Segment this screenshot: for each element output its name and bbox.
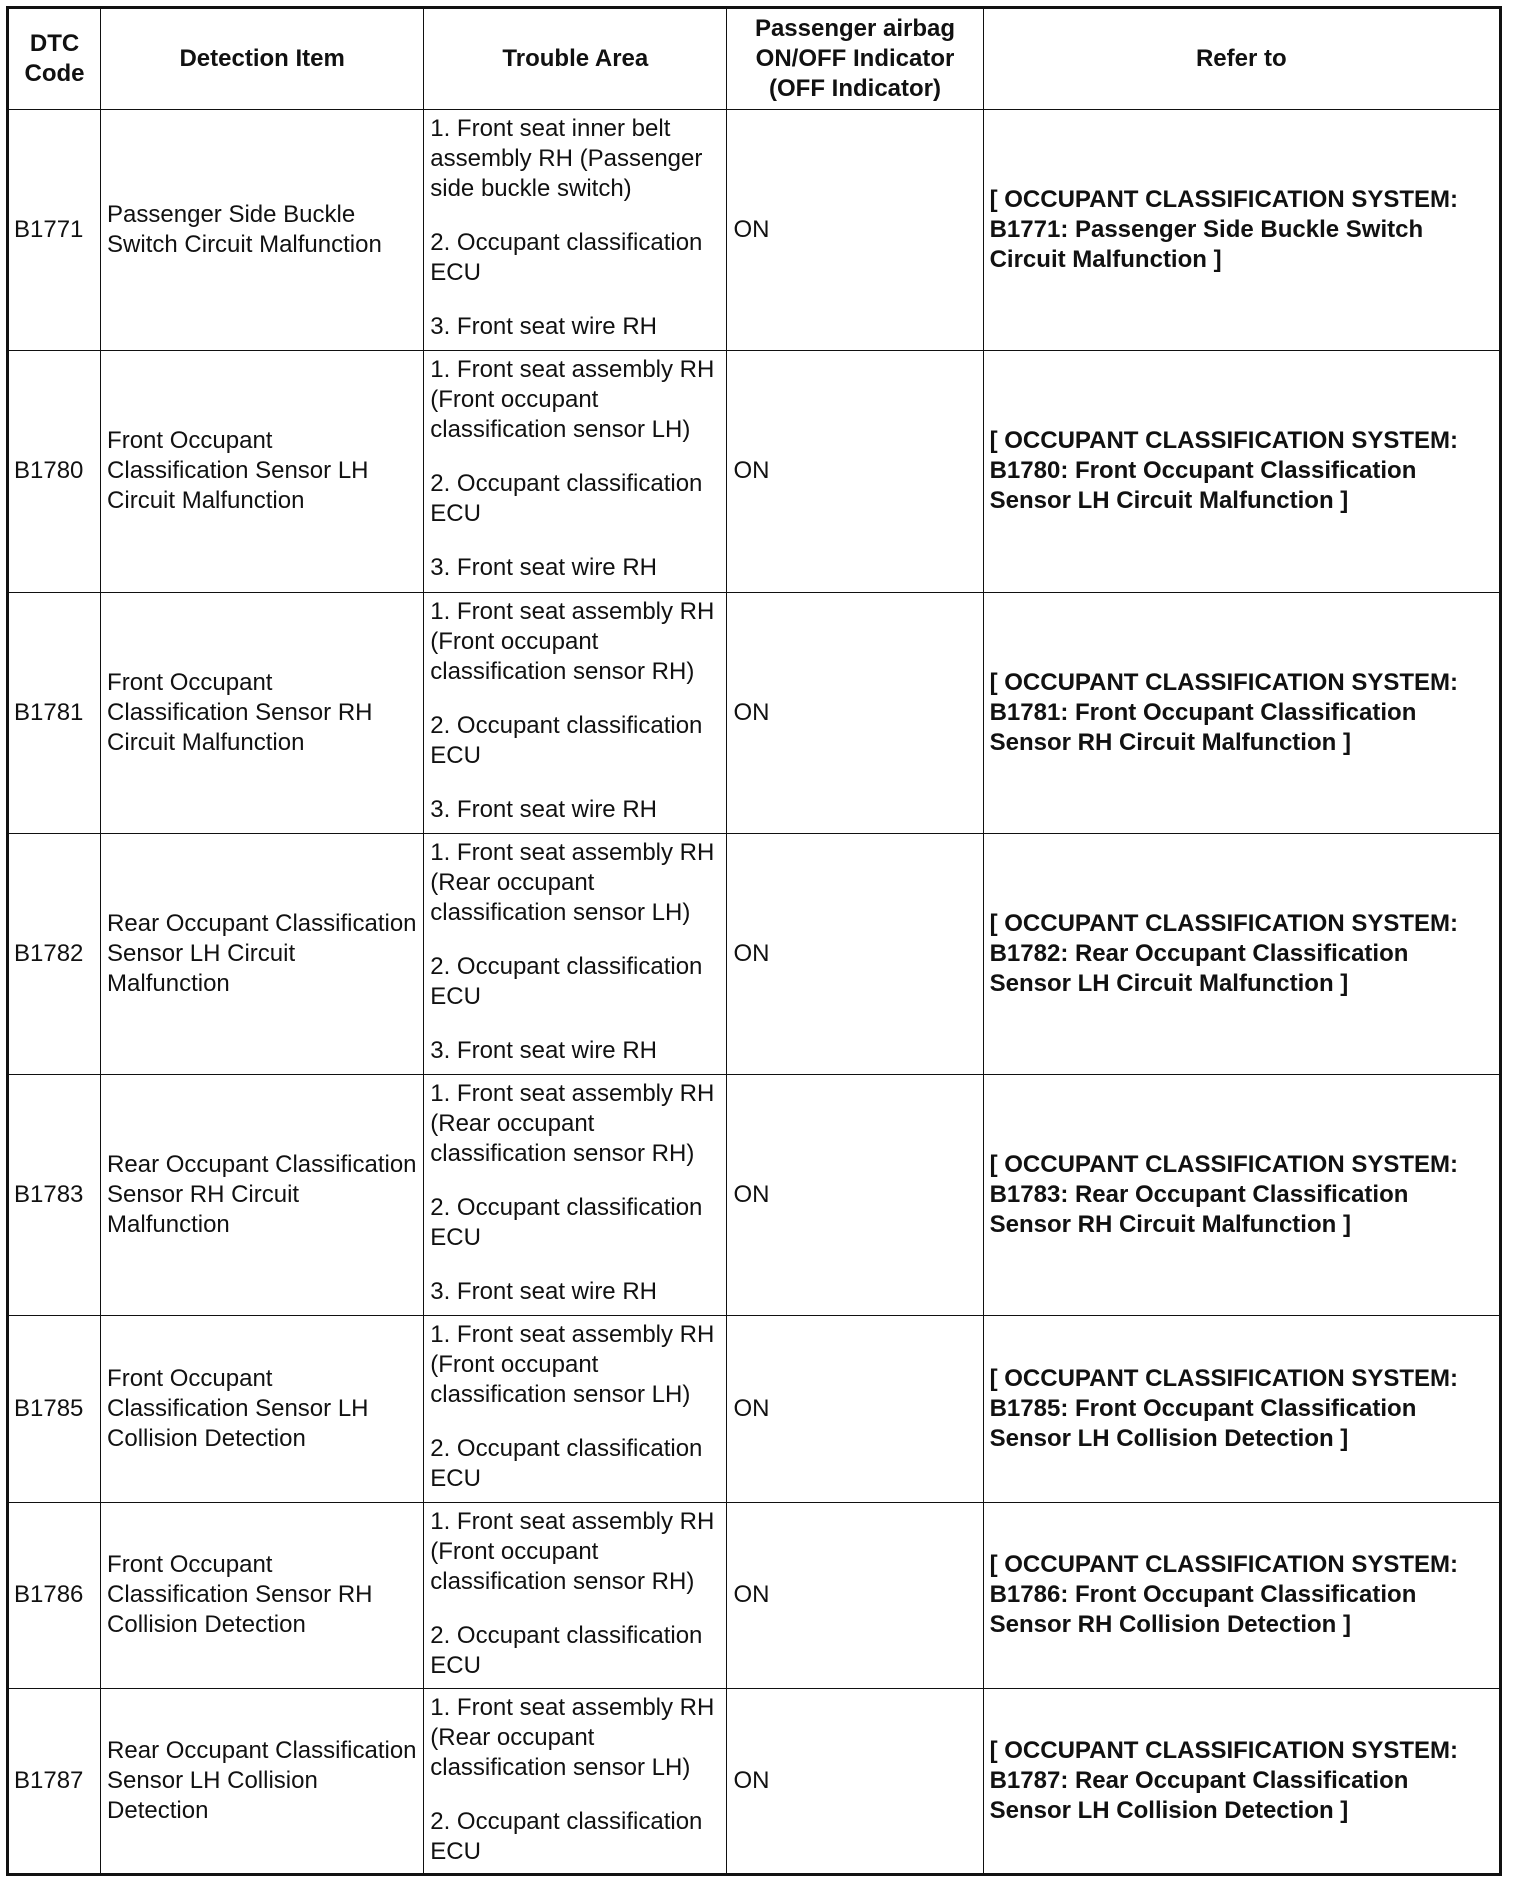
- dtc-code-cell: B1787: [8, 1688, 101, 1874]
- trouble-area-item: 1. Front seat assembly RH (Front occupant classification sensor RH): [430, 1507, 715, 1595]
- header-refer-to: Refer to: [983, 8, 1500, 110]
- trouble-area-cell: [424, 1316, 727, 1502]
- table-row: [8, 592, 1501, 833]
- dtc-code-cell: B1785: [8, 1316, 101, 1502]
- trouble-area-item: 2. Occupant classification ECU: [430, 711, 703, 769]
- dtc-code-cell: B1781: [8, 592, 101, 833]
- trouble-area-cell: [424, 1688, 727, 1874]
- trouble-area-item: 3. Front seat wire RH: [430, 795, 657, 823]
- refer-to-cell: [ OCCUPANT CLASSIFICATION SYSTEM: B1787: Rear Occupant Classification Sensor LH Collision Detection ]: [983, 1688, 1500, 1874]
- trouble-area-item: 3. Front seat wire RH: [430, 1278, 657, 1306]
- table-row: [8, 1688, 1501, 1874]
- indicator-cell: ON: [727, 592, 983, 833]
- header-row: [8, 8, 1501, 110]
- dtc-code-cell: B1783: [8, 1075, 101, 1316]
- table-row: [8, 110, 1501, 351]
- detection-item-cell: Front Occupant Classification Sensor LH Collision Detection: [101, 1316, 424, 1502]
- trouble-area-item: 2. Occupant classification ECU: [430, 1435, 703, 1493]
- trouble-area-item: 1. Front seat assembly RH (Front occupant classification sensor LH): [430, 356, 715, 444]
- detection-item-cell: Front Occupant Classification Sensor LH Circuit Malfunction: [101, 351, 424, 592]
- header-detection-item: Detection Item: [101, 8, 424, 110]
- trouble-area-item: 1. Front seat assembly RH (Rear occupant classification sensor RH): [430, 1080, 715, 1168]
- detection-item-cell: Rear Occupant Classification Sensor LH Circuit Malfunction: [101, 833, 424, 1074]
- trouble-area-cell: [424, 833, 727, 1074]
- trouble-area-cell: [424, 110, 727, 351]
- trouble-area-item: 3. Front seat wire RH: [430, 1036, 657, 1064]
- trouble-area-item: 1. Front seat inner belt assembly RH (Passenger side buckle switch): [430, 115, 703, 202]
- trouble-area-item: 2. Occupant classification ECU: [430, 1621, 703, 1679]
- indicator-cell: ON: [727, 1075, 983, 1316]
- table-row: [8, 833, 1501, 1074]
- table-row: [8, 351, 1501, 592]
- header-indicator: Passenger airbag ON/OFF Indicator (OFF Indicator): [727, 8, 983, 110]
- indicator-cell: ON: [727, 833, 983, 1074]
- detection-item-cell: Front Occupant Classification Sensor RH Collision Detection: [101, 1502, 424, 1688]
- refer-to-cell: [ OCCUPANT CLASSIFICATION SYSTEM: B1781: Front Occupant Classification Sensor RH Circuit Malfunction ]: [983, 592, 1500, 833]
- dtc-code-cell: B1782: [8, 833, 101, 1074]
- refer-to-cell: [ OCCUPANT CLASSIFICATION SYSTEM: B1780: Front Occupant Classification Sensor LH Circuit Malfunction ]: [983, 351, 1500, 592]
- table-row: [8, 1316, 1501, 1502]
- detection-item-cell: Passenger Side Buckle Switch Circuit Malfunction: [101, 110, 424, 351]
- indicator-cell: ON: [727, 1316, 983, 1502]
- refer-to-cell: [ OCCUPANT CLASSIFICATION SYSTEM: B1786: Front Occupant Classification Sensor RH Collision Detection ]: [983, 1502, 1500, 1688]
- refer-to-cell: [ OCCUPANT CLASSIFICATION SYSTEM: B1783: Rear Occupant Classification Sensor RH Circuit Malfunction ]: [983, 1075, 1500, 1316]
- dtc-code-cell: B1786: [8, 1502, 101, 1688]
- trouble-area-item: 2. Occupant classification ECU: [430, 952, 703, 1010]
- trouble-area-item: 2. Occupant classification ECU: [430, 1194, 703, 1252]
- header-trouble-area: Trouble Area: [424, 8, 727, 110]
- detection-item-cell: Rear Occupant Classification Sensor LH Collision Detection: [101, 1688, 424, 1874]
- indicator-cell: ON: [727, 351, 983, 592]
- detection-item-cell: Front Occupant Classification Sensor RH Circuit Malfunction: [101, 592, 424, 833]
- detection-item-cell: Rear Occupant Classification Sensor RH Circuit Malfunction: [101, 1075, 424, 1316]
- trouble-area-item: 3. Front seat wire RH: [430, 313, 657, 340]
- trouble-area-item: 2. Occupant classification ECU: [430, 1807, 703, 1865]
- indicator-cell: ON: [727, 110, 983, 351]
- table-row: [8, 1502, 1501, 1688]
- refer-to-cell: [ OCCUPANT CLASSIFICATION SYSTEM: B1782: Rear Occupant Classification Sensor LH Circuit Malfunction ]: [983, 833, 1500, 1074]
- indicator-cell: ON: [727, 1688, 983, 1874]
- trouble-area-item: 2. Occupant classification ECU: [430, 470, 703, 528]
- dtc-table: [6, 6, 1502, 1876]
- trouble-area-item: 3. Front seat wire RH: [430, 554, 657, 582]
- trouble-area-cell: [424, 1075, 727, 1316]
- trouble-area-item: 1. Front seat assembly RH (Front occupant classification sensor RH): [430, 597, 715, 685]
- header-dtc-code: DTC Code: [8, 8, 101, 110]
- refer-to-cell: [ OCCUPANT CLASSIFICATION SYSTEM: B1771: Passenger Side Buckle Switch Circuit Malfunction ]: [983, 110, 1500, 351]
- trouble-area-cell: [424, 1502, 727, 1688]
- refer-to-cell: [ OCCUPANT CLASSIFICATION SYSTEM: B1785: Front Occupant Classification Sensor LH Collision Detection ]: [983, 1316, 1500, 1502]
- dtc-code-cell: B1780: [8, 351, 101, 592]
- trouble-area-cell: [424, 592, 727, 833]
- indicator-cell: ON: [727, 1502, 983, 1688]
- trouble-area-item: 1. Front seat assembly RH (Front occupant classification sensor LH): [430, 1321, 715, 1409]
- trouble-area-cell: [424, 351, 727, 592]
- dtc-code-cell: B1771: [8, 110, 101, 351]
- table-row: [8, 1075, 1501, 1316]
- table-body: [8, 110, 1501, 1875]
- trouble-area-item: 1. Front seat assembly RH (Rear occupant classification sensor LH): [430, 1693, 715, 1781]
- trouble-area-item: 1. Front seat assembly RH (Rear occupant classification sensor LH): [430, 838, 715, 926]
- trouble-area-item: 2. Occupant classification ECU: [430, 229, 703, 286]
